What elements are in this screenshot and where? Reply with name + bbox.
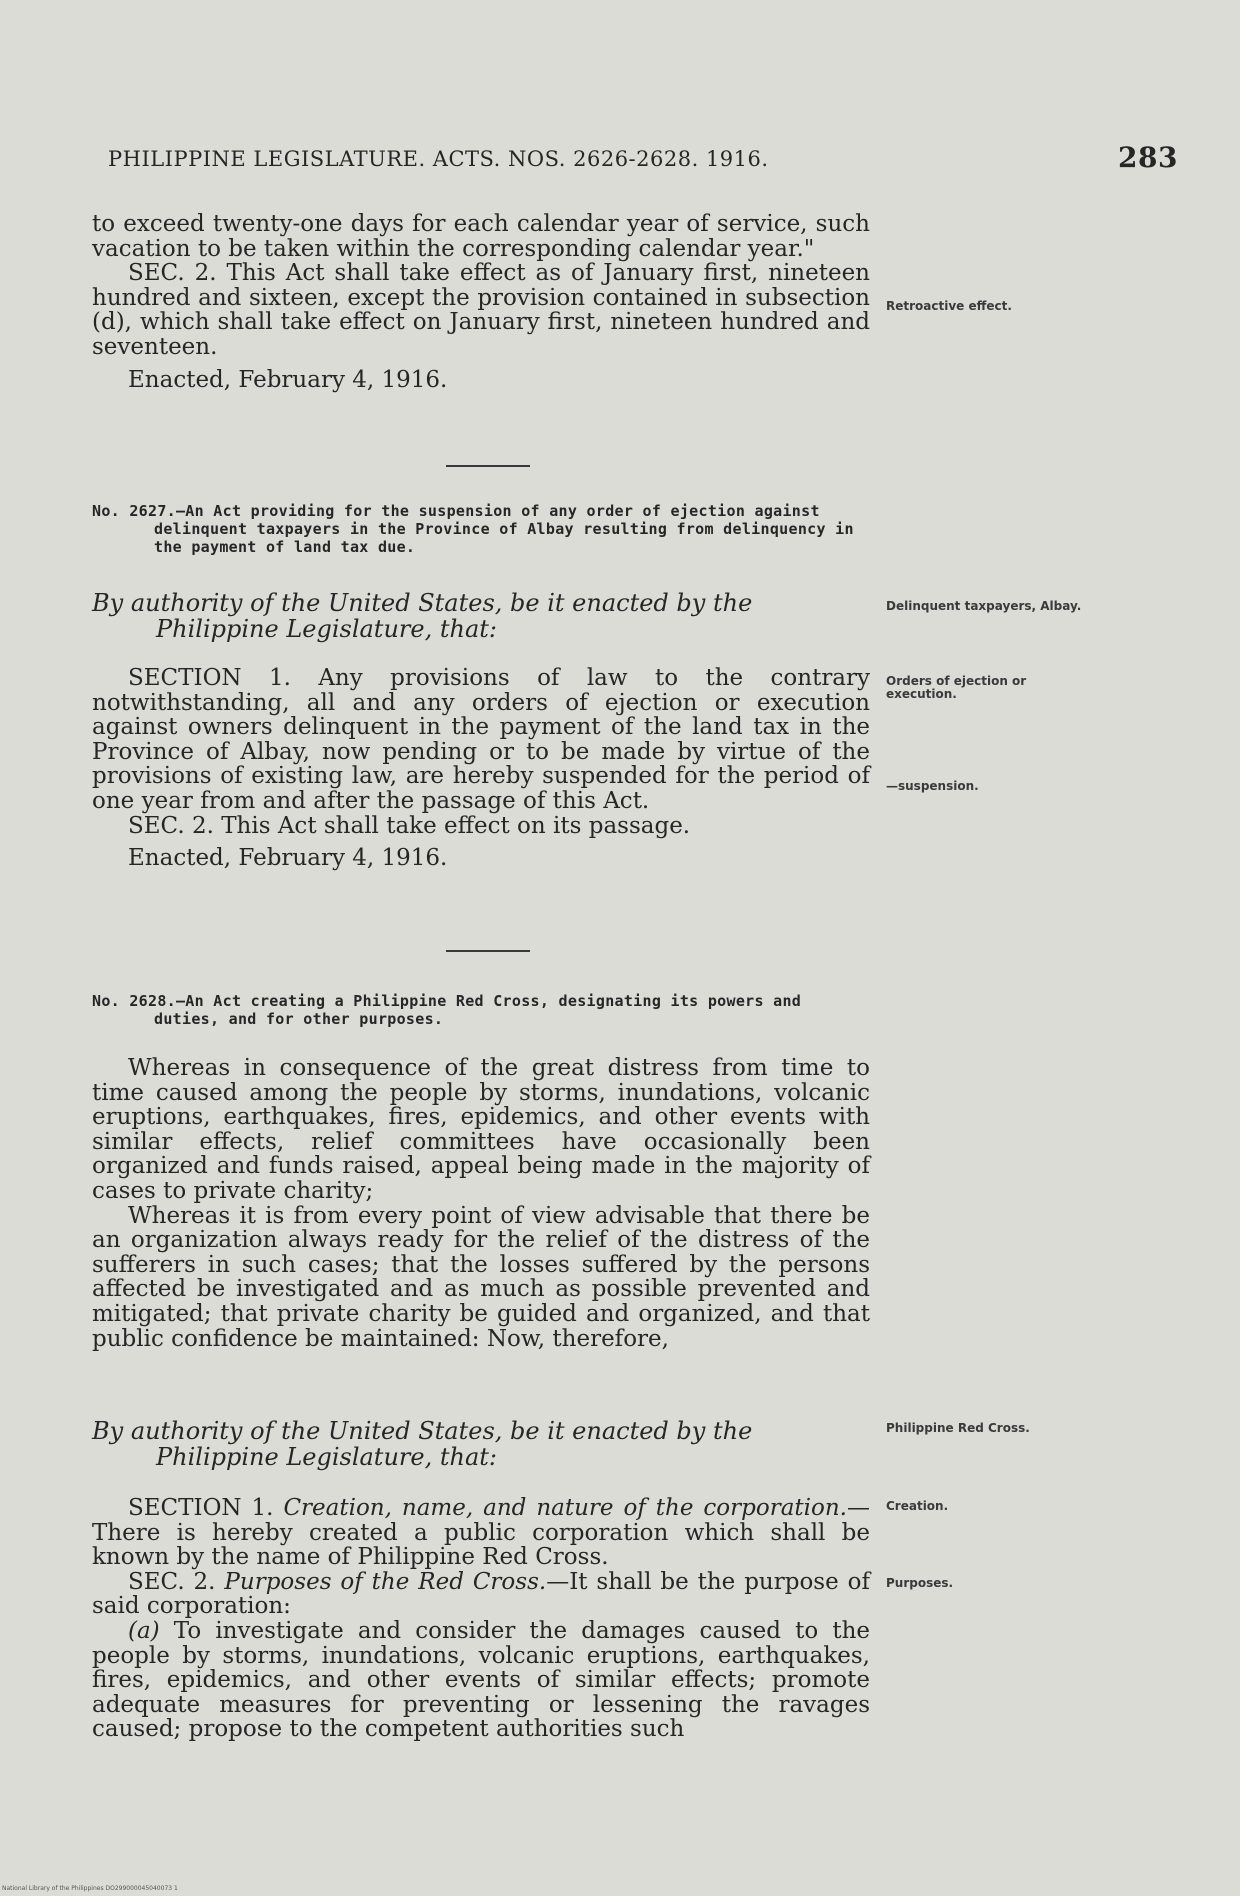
act-2626-enacted: Enacted, February 4, 1916. [128,366,448,393]
act-2626-tail [92,212,870,392]
act-2627-body [92,666,870,871]
subsection-label: (a) [128,1617,160,1644]
section-text: —There is hereby created a public corporation which shall be known by the name of Philippine Red Cross. [92,1495,870,1571]
act-2627-title: No. 2627.—An Act providing for the suspension of any order of ejection against delinquent taxpayers in the Province of Albay resulting from delinquency in the payment of land tax due. [92,502,854,556]
act-2627-section-1 [92,666,870,814]
section-text: —It shall be the purpose of said corporation: [92,1568,870,1620]
section-text: This Act shall take effect as of January first, nineteen hundred and sixteen, except the provision contained in subsection (d), which shall take effect on January first, nineteen hundred and seventeen. [92,260,871,360]
section-label: SECTION 1. [128,665,291,691]
margin-note-creation: Creation. [886,1499,949,1513]
scan-credit: National Library of the Philippines DO299000045040073 1 [2,1885,178,1892]
whereas-clause-1: Whereas in consequence of the great distress from time to time caused among the people by storms, inundations, volcanic eruptions, earthquakes, fires, epidemics, and other events with similar effects, relief committees have occasionally been organized and funds raised, appeal being made in the majority of cases to private charity; [92,1055,870,1204]
section-heading: Purposes of the Red Cross. [224,1568,547,1595]
running-title: PHILIPPINE LEGISLATURE. ACTS. NOS. 2626-2628. 1916. [108,147,769,171]
section-text: Any provisions of law to the contrary notwithstanding, all and any orders of ejection or execution against owners delinquent in the payment of the land tax in the Province of Albay, now pending or to be made by virtue of the provisions of existing law, are hereby suspended for the period of one year from and after the passage of this Act. [92,665,871,814]
act-2627-section-2 [92,814,870,839]
page-number: 283 [1118,141,1178,174]
whereas-clause-2: Whereas it is from every point of view advisable that there be an organization always ready for the relief of the distress of the sufferers in such cases; that the losses suffered by the persons affected be investigated and as much as possible prevented and mitigated; that private charity be guided and organized, and that public confidence be maintained: Now, therefore, [92,1202,870,1352]
act-2628-authority: By authority of the United States, be it enacted by the Philippine Legislature, that: [92,1417,753,1471]
margin-note-delinquent: Delinquent taxpayers, Albay. [886,599,1082,613]
act-2628-title: No. 2628.—An Act creating a Philippine Red Cross, designating its powers and duties, and for other purposes. [92,992,802,1028]
act-2628-body [92,1496,870,1742]
section-label: SEC. 2. [128,1568,216,1595]
section-label: SEC. 2. [128,812,214,839]
act-2628-preamble [92,1056,870,1351]
continued-paragraph: to exceed twenty-one days for each calendar year of service, such vacation to be taken within the corresponding calendar year." [92,211,870,262]
subsection-text: To investigate and consider the damages caused to the people by storms, inundations, volcanic eruptions, earthquakes, fires, epidemics, and other events of similar effects; promote adequate measures for preventing or lessening the ravages caused; propose to the competent authorities such [92,1617,870,1743]
margin-note-orders: Orders of ejection or execution. [886,674,1027,701]
section-label: SEC. 2. [128,260,217,287]
section-label: SECTION 1. [128,1495,274,1521]
act-2627-enacted: Enacted, February 4, 1916. [128,845,448,872]
act-2626-section-2 [92,261,870,359]
margin-note-suspension: —suspension. [886,779,979,793]
section-heading: Creation, name, and nature of the corporation. [283,1495,847,1521]
act-2627-authority: By authority of the United States, be it enacted by the Philippine Legislature, that: [92,589,753,643]
act-2628-section-2 [92,1570,870,1619]
section-divider [446,465,530,467]
section-divider [446,950,530,952]
margin-note-purposes: Purposes. [886,1576,954,1590]
margin-note-red-cross: Philippine Red Cross. [886,1421,1030,1435]
act-2628-subsection-a [92,1619,870,1742]
margin-note-retroactive: Retroactive effect. [886,299,1012,313]
section-text: This Act shall take effect on its passage. [221,812,691,839]
act-2628-section-1 [92,1496,870,1570]
